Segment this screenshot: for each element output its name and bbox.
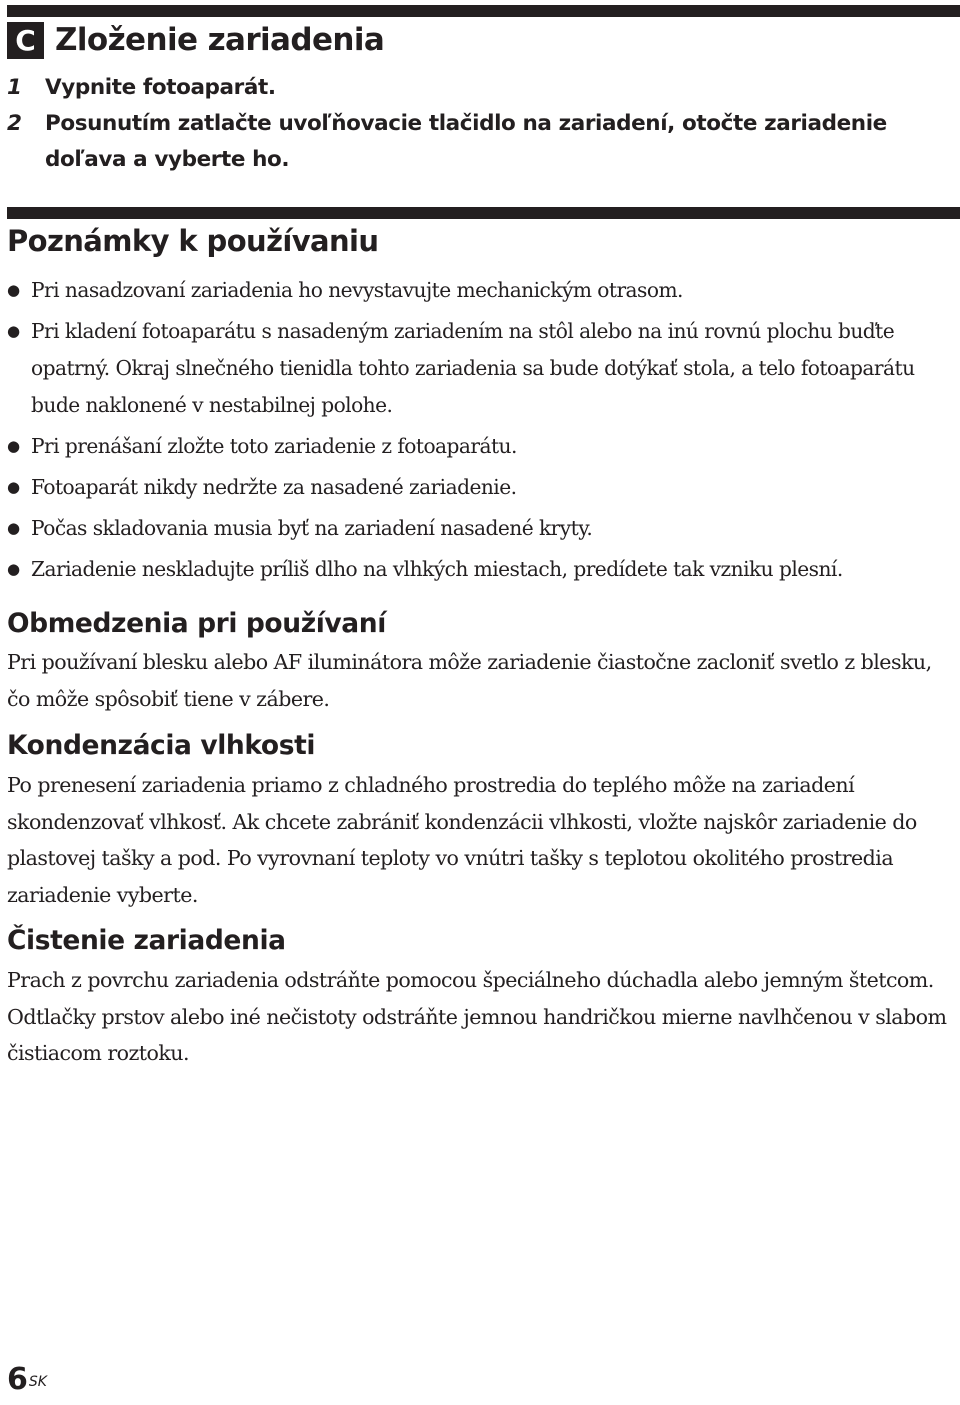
note-item <box>7 510 952 547</box>
note-item <box>7 313 952 424</box>
section-c-header <box>7 20 384 60</box>
notes-list <box>7 272 952 592</box>
limitations-heading: Obmedzenia pri používaní <box>7 608 386 639</box>
step-item <box>7 70 927 106</box>
note-text: Pri nasadzovaní zariadenia ho nevystavujte mechanickým otrasom. <box>31 278 683 302</box>
step-item <box>7 106 927 178</box>
bullet-icon: ● <box>7 281 20 299</box>
bullet-icon: ● <box>7 519 20 537</box>
cleaning-heading: Čistenie zariadenia <box>7 925 286 956</box>
note-text: Pri kladení fotoaparátu s nasadeným zariadením na stôl alebo na inú rovnú plochu buďte opatrný. Okraj slnečného tienidla tohto zariadenia sa bude dotýkať stola, a telo fotoaparátu bude naklonené v nestabilnej polohe. <box>31 319 915 417</box>
cleaning-text: Prach z povrchu zariadenia odstráňte pomocou špeciálneho dúchadla alebo jemným štetcom. Odtlačky prstov alebo iné nečistoty odstráňte jemnou handričkou mierne navlhčenou v slabom čistiacom roztoku. <box>7 968 947 1065</box>
section-rule <box>7 207 960 219</box>
bullet-icon: ● <box>7 560 20 578</box>
step-number: 1 <box>7 75 22 100</box>
bullet-icon: ● <box>7 322 20 340</box>
bullet-icon: ● <box>7 437 20 455</box>
note-item <box>7 469 952 506</box>
note-text: Zariadenie neskladujte príliš dlho na vlhkých miestach, predídete tak vzniku plesní. <box>31 557 843 581</box>
page-number-value: 6 <box>7 1362 28 1397</box>
step-text: Vypnite fotoaparát. <box>45 75 276 100</box>
steps-list <box>7 70 927 178</box>
note-item <box>7 272 952 309</box>
page-number <box>7 1362 47 1398</box>
condensation-text: Po prenesení zariadenia priamo z chladného prostredia do teplého môže na zariadení skondenzovať vlhkosť. Ak chcete zabrániť kondenzácii vlhkosti, vložte najskôr zariadenie do plastovej tašky a pod. Po vyrovnaní teploty vo vnútri tašky s teplotou okolitého prostredia zariadenie vyberte. <box>7 773 917 907</box>
limitations-text: Pri používaní blesku alebo AF iluminátora môže zariadenie čiastočne zacloniť svetlo z blesku, čo môže spôsobiť tiene v zábere. <box>7 650 932 711</box>
section-c-badge: C <box>7 22 44 59</box>
section-c-title: Zloženie zariadenia <box>55 22 385 58</box>
language-code: SK <box>28 1374 47 1390</box>
notes-heading: Poznámky k používaniu <box>7 224 379 258</box>
top-rule <box>7 5 960 17</box>
condensation-heading: Kondenzácia vlhkosti <box>7 730 316 761</box>
note-text: Počas skladovania musia byť na zariadení nasadené kryty. <box>31 516 593 540</box>
step-number: 2 <box>7 111 22 136</box>
step-text: Posunutím zatlačte uvoľňovacie tlačidlo na zariadení, otočte zariadenie doľava a vyberte ho. <box>45 111 887 172</box>
bullet-icon: ● <box>7 478 20 496</box>
note-item <box>7 428 952 465</box>
note-text: Pri prenášaní zložte toto zariadenie z fotoaparátu. <box>31 434 517 458</box>
note-item <box>7 551 952 588</box>
note-text: Fotoaparát nikdy nedržte za nasadené zariadenie. <box>31 475 517 499</box>
